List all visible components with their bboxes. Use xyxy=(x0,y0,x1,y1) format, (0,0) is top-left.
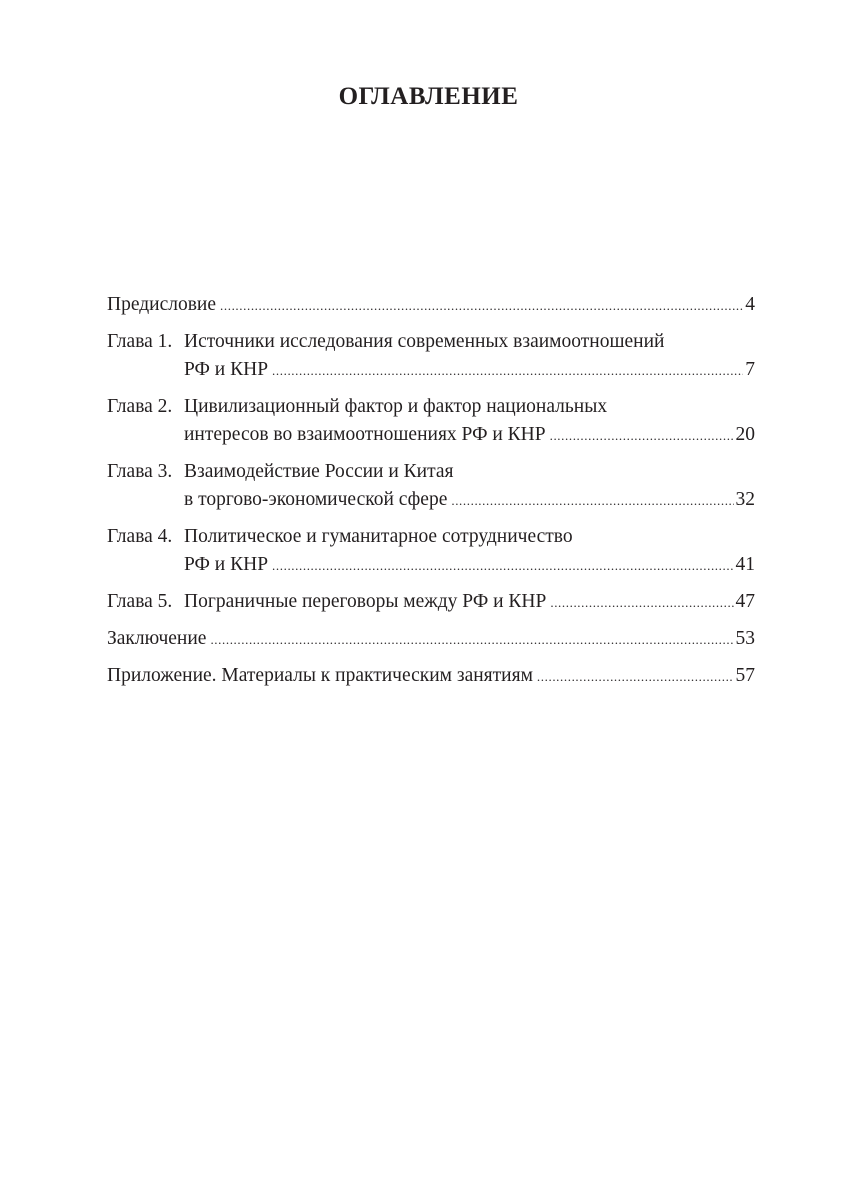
toc-line xyxy=(107,662,755,691)
toc-page-number: 7 xyxy=(745,359,755,380)
toc-entry-title: Заключение xyxy=(107,628,207,649)
chapter-title-line-2: интересов во взаимоотношениях РФ и КНР xyxy=(184,424,546,445)
toc-line xyxy=(107,393,755,421)
chapter-title-line-1: Взаимодействие России и Китая xyxy=(184,461,454,482)
toc-line xyxy=(107,356,755,385)
toc-entry-preface[interactable] xyxy=(107,291,755,320)
dot-leader xyxy=(220,292,743,320)
dot-leader xyxy=(537,663,734,691)
toc-line xyxy=(107,588,755,617)
dot-leader xyxy=(272,357,743,385)
page-title: ОГЛАВЛЕНИЕ xyxy=(338,83,519,110)
chapter-prefix: Глава 1. xyxy=(107,331,173,352)
toc-entry-title xyxy=(107,458,453,486)
toc-entry-title xyxy=(107,328,664,356)
table-of-contents xyxy=(107,291,755,699)
chapter-prefix: Глава 3. xyxy=(107,461,173,482)
chapter-prefix: Глава 5. xyxy=(107,591,173,612)
chapter-title-line-2: РФ и КНР xyxy=(184,359,269,380)
dot-leader xyxy=(550,422,734,450)
chapter-title-line-2: в торгово-экономической сфере xyxy=(184,489,448,510)
toc-page-number: 20 xyxy=(735,424,755,445)
toc-line xyxy=(107,421,755,450)
toc-line xyxy=(107,486,755,515)
toc-entry-title xyxy=(107,523,573,551)
chapter-title-line-1: Цивилизационный фактор и фактор национальных xyxy=(184,396,608,417)
toc-line xyxy=(107,328,755,356)
chapter-title-line-1: Источники исследования современных взаимоотношений xyxy=(184,331,665,352)
toc-page-number: 4 xyxy=(745,294,755,315)
toc-entry-title xyxy=(107,588,546,616)
toc-entry-title: Приложение. Материалы к практическим занятиям xyxy=(107,665,533,686)
dot-leader xyxy=(210,626,733,654)
toc-entry-chapter-3[interactable] xyxy=(107,458,755,515)
toc-line xyxy=(107,551,755,580)
chapter-prefix: Глава 2. xyxy=(107,396,173,417)
chapter-title-line-2: РФ и КНР xyxy=(184,554,269,575)
chapter-title-line-1: Политическое и гуманитарное сотрудничество xyxy=(184,526,573,547)
toc-page-number: 41 xyxy=(735,554,755,575)
chapter-title-line-1: Пограничные переговоры между РФ и КНР xyxy=(184,591,547,612)
toc-page-number: 53 xyxy=(735,628,755,649)
toc-entry-chapter-4[interactable] xyxy=(107,523,755,580)
toc-entry-title xyxy=(107,393,607,421)
toc-page-number: 47 xyxy=(735,591,755,612)
toc-entry-appendix[interactable] xyxy=(107,662,755,691)
toc-entry-chapter-1[interactable] xyxy=(107,328,755,385)
toc-line xyxy=(107,523,755,551)
toc-entry-title: Предисловие xyxy=(107,294,217,315)
chapter-prefix: Глава 4. xyxy=(107,526,173,547)
toc-entry-chapter-2[interactable] xyxy=(107,393,755,450)
toc-entry-conclusion[interactable] xyxy=(107,625,755,654)
toc-line xyxy=(107,625,755,654)
dot-leader xyxy=(451,487,733,515)
toc-line xyxy=(107,291,755,320)
dot-leader xyxy=(272,552,733,580)
dot-leader xyxy=(550,589,733,617)
toc-page-number: 32 xyxy=(735,489,755,510)
toc-entry-chapter-5[interactable] xyxy=(107,588,755,617)
toc-line xyxy=(107,458,755,486)
toc-page-number: 57 xyxy=(735,665,755,686)
